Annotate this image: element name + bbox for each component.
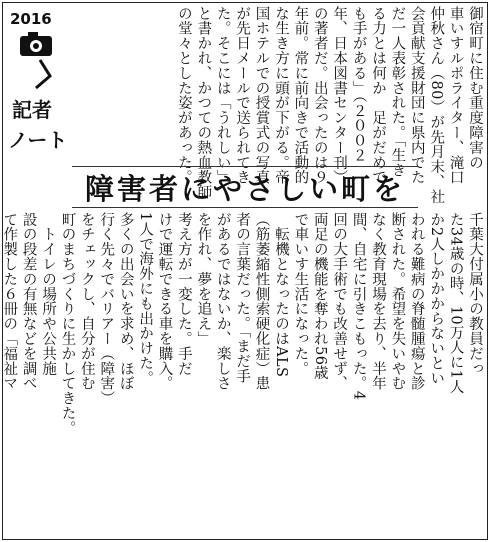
column-logo [6,6,68,166]
article-headline: 障害者にやさしい町を [72,166,418,208]
article-body-bottom: 千葉大付属小の教員だっ た34歳の時、10万人に1人 か2人しかかからないとい われる難病の脊髄腫瘍と診 断された。希望を失いやむ なく教育現場を去り、半年 間、自宅に引きこもった。4 回の大手術でも改善せず、 両足の機能を奪われ56歳 で車いす生活になった。 転機となったのはALS （筋萎縮性側索硬化症）患 者の言葉だった。「まだ手 があるではないか、楽しさ を作れ、夢を追え」 考え方が一変した。手だ けで運転できる車を購入。 1人で海外にも出かけた。 多くの出会いを求め、ほぼ 行く先々でバリアー（障害） をチェックし、自分が住む 町のまちづくりに生かしてきた。 トイレの場所や公共施 設の段差の有無などを調べ て作製した６冊の「福祉マ [1,212,483,436]
column-title-kisha: 記者 [12,98,52,122]
column-year: 2016 [10,10,52,28]
article-body-top: 御宿町に住む重度障害の 車いすルポライター、滝口 仲秋さん（80）が先月末、社 会貢献支援財団に県内でた だ一人表彰された。「生き る力とは何か 足がだめで も手がある」（２００２ 年、日本図書センター刊） の著者だ。出会ったのは９ 年前。常に前向きで活動的 な生き方に頭が下がる。帝 国ホテルでの授賞式の写真 が先日メールで送られてき た。そこには「うれしい」 と書かれ、かつての熱血教師 の堂々とした姿があった。 [175,6,483,205]
column-title-note: ノート [8,128,68,152]
camera-icon [10,30,62,92]
